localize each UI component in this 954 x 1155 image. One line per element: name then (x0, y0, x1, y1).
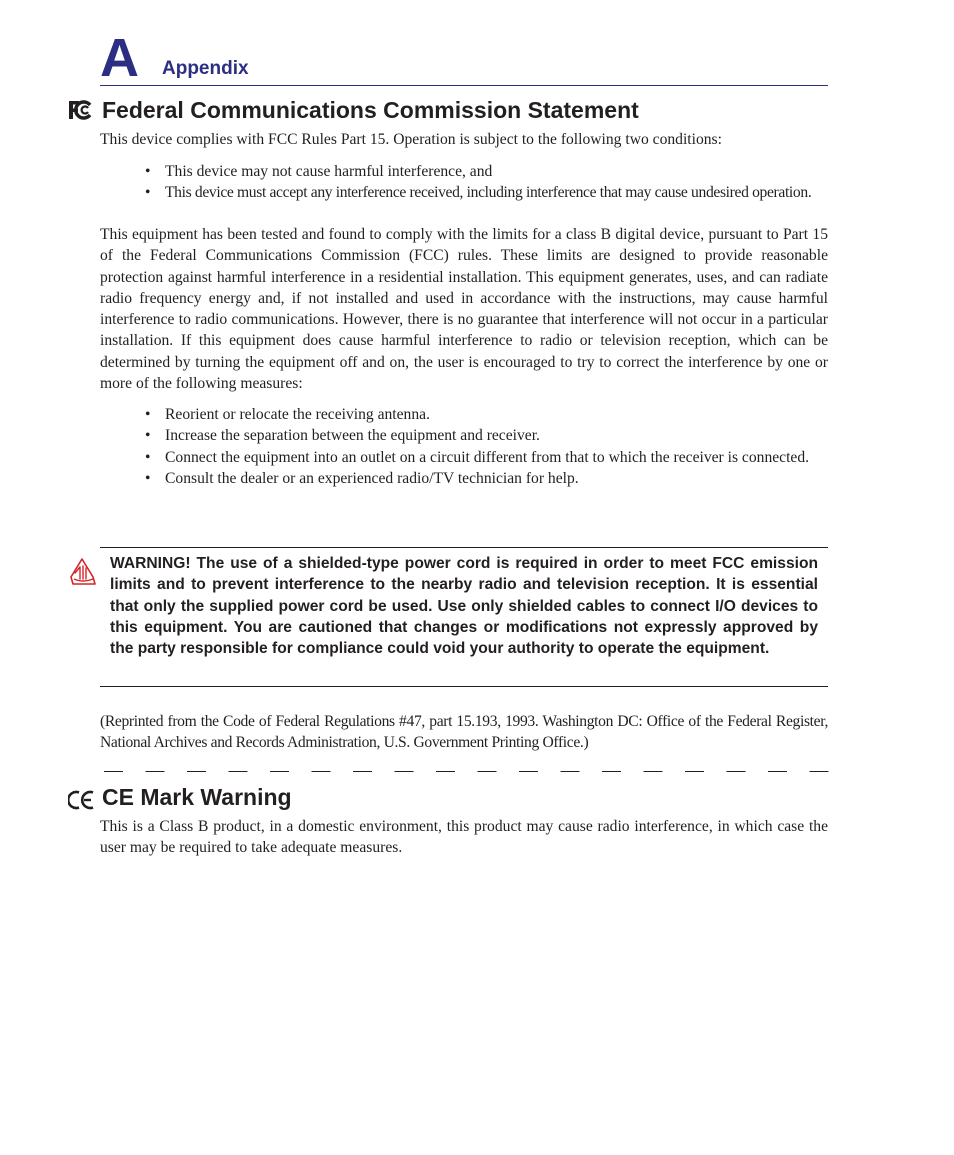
fcc-body: This equipment has been tested and found to comply with the limits for a class B digital device, pursuant to Part 15 of the Federal Communications Commission (FCC) rules. These limits are designed to provide reasonable protection against harmful interference in a residential installation. This equipment generates, uses, and can radiate radio frequency energy and, if not installed and used in accordance with the instructions, may cause harmful interference to radio communications. However, there is no guarantee that interference will not occur in a particular installation. If this equipment does cause harmful interference to radio or television reception, which can be determined by turning the equipment off and on, the user is encouraged to try to correct the interference by one or more of the following measures: (100, 226, 828, 393)
fcc-conditions-list (100, 161, 828, 204)
section-divider (104, 771, 830, 772)
list-item: • This device may not cause harmful interference, and (100, 161, 828, 182)
list-item: • Connect the equipment into an outlet on a circuit different from that to which the receiver is connected. (100, 447, 828, 468)
warning-hand-icon (69, 557, 97, 587)
page-header (100, 30, 828, 86)
ce-mark-icon (68, 789, 96, 811)
fcc-intro: This device complies with FCC Rules Part 15. Operation is subject to the following two conditions: (100, 131, 722, 148)
appendix-letter: A (100, 28, 139, 88)
warning-box (100, 547, 828, 687)
list-item: • Increase the separation between the equipment and receiver. (100, 425, 828, 446)
ce-body: This is a Class B product, in a domestic environment, this product may cause radio interference, in which case the user may be required to take adequate measures. (100, 818, 828, 857)
list-item: • Reorient or relocate the receiving antenna. (100, 404, 828, 425)
list-item: • This device must accept any interference received, including interference that may cause undesired operation. (100, 182, 828, 203)
ce-title: CE Mark Warning (102, 784, 292, 810)
reprint-note: (Reprinted from the Code of Federal Regulations #47, part 15.193, 1993. Washington DC: Office of the Federal Register, National Archives and Records Administration, U.S. Government Printing Office.) (100, 713, 828, 752)
fcc-title: Federal Communications Commission Statement (102, 97, 639, 123)
section-label: Appendix (162, 58, 249, 79)
fcc-measures-list (100, 404, 828, 489)
warning-text: WARNING! The use of a shielded-type power cord is required in order to meet FCC emission limits and to prevent interference to the nearby radio and television reception. It is essential that only the supplied power cord be used. Use only shielded cables to connect I/O devices to this equipment. You are cautioned that changes or modifications not expressly approved by the party responsible for compliance could void your authority to operate the equipment. (110, 555, 818, 658)
fcc-logo-icon (68, 99, 96, 121)
list-item: • Consult the dealer or an experienced radio/TV technician for help. (100, 468, 828, 489)
